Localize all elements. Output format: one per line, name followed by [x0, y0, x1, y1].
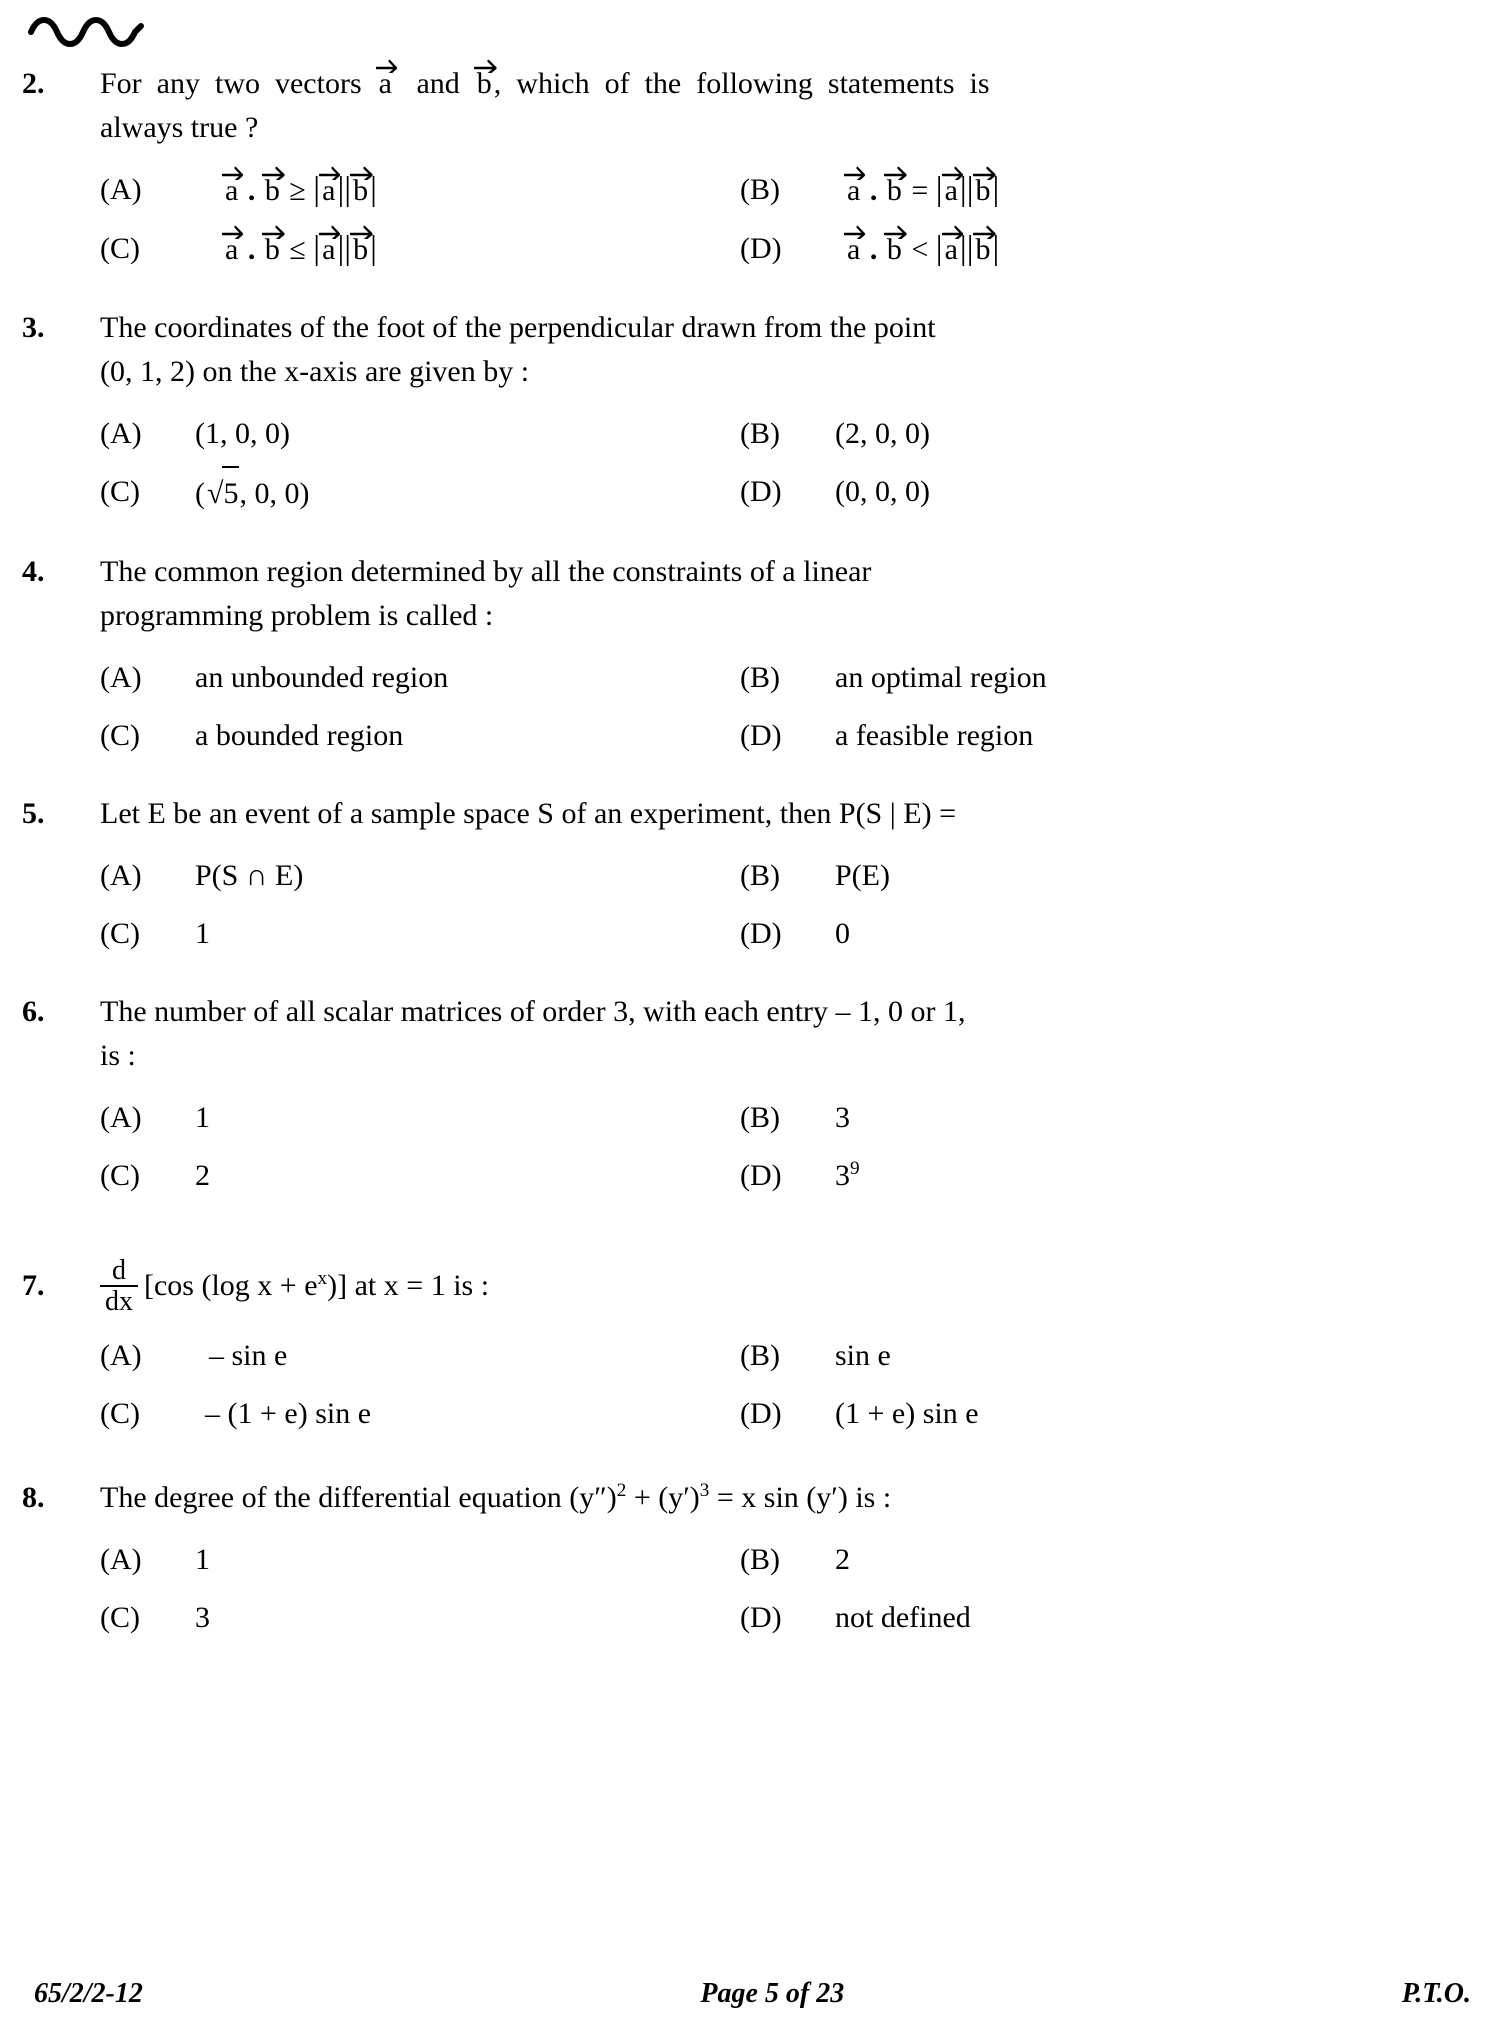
option-D[interactable] — [740, 710, 1395, 762]
option-D[interactable] — [740, 223, 1395, 276]
options-list — [100, 1092, 1395, 1202]
option-label: (D) — [740, 719, 782, 752]
exponent-1: 2 — [616, 1480, 627, 1501]
option-D[interactable] — [740, 1388, 1395, 1440]
option-label: (C) — [100, 917, 140, 950]
option-label: (D) — [740, 232, 782, 265]
question-stem — [100, 1476, 1395, 1520]
option-text: P(S ∩ E) — [195, 859, 304, 892]
option-A[interactable] — [100, 164, 740, 217]
question-number: 8. — [22, 1481, 45, 1514]
option-C[interactable] — [100, 1388, 740, 1440]
option-row — [100, 652, 1395, 704]
option-label: (C) — [100, 475, 140, 508]
radicand: 5 — [222, 466, 239, 520]
option-D[interactable] — [740, 1150, 1395, 1202]
option-B[interactable] — [740, 1092, 1395, 1144]
question-8 — [0, 1476, 1505, 1644]
options-list — [100, 1534, 1395, 1644]
option-label: (D) — [740, 917, 782, 950]
coords-rest: , 0, 0) — [239, 477, 310, 510]
option-text: – sin e — [209, 1339, 288, 1372]
question-stem-line2: always true ? — [100, 111, 259, 144]
option-B[interactable] — [740, 408, 1395, 460]
options-list — [100, 408, 1395, 520]
option-A[interactable] — [100, 1092, 740, 1144]
question-stem — [100, 990, 1395, 1078]
option-label: (C) — [100, 232, 140, 265]
pto-label: P.T.O. — [1401, 1978, 1471, 2009]
option-text: 1 — [195, 1101, 210, 1134]
option-A[interactable] — [100, 652, 740, 704]
option-row — [100, 466, 1395, 520]
option-text: a bounded region — [195, 719, 404, 752]
option-A[interactable] — [100, 1534, 740, 1586]
option-text: (1 + e) sin e — [835, 1397, 979, 1430]
question-stem: Let E be an event of a sample space S of an experiment, then P(S | E) = — [100, 797, 956, 830]
vector-a-glyph: a — [377, 62, 394, 106]
option-text: sin e — [835, 1339, 891, 1372]
option-text: 1 — [195, 917, 210, 950]
question-body — [100, 62, 1395, 276]
question-3 — [0, 306, 1505, 520]
question-number: 7. — [22, 1269, 45, 1302]
option-text: (0, 0, 0) — [835, 475, 930, 508]
option-C[interactable] — [100, 466, 740, 520]
option-D[interactable] — [740, 908, 1395, 960]
options-list — [100, 164, 1395, 276]
option-text: an optimal region — [835, 661, 1047, 694]
option-label: (A) — [100, 173, 142, 206]
option-row — [100, 710, 1395, 762]
option-label: (C) — [100, 1397, 140, 1430]
question-number: 2. — [22, 67, 45, 100]
question-stem-line1: The number of all scalar matrices of order 3, with each entry – 1, 0 or 1, — [100, 995, 966, 1028]
question-number: 3. — [22, 311, 45, 344]
question-5 — [0, 792, 1505, 960]
option-B[interactable] — [740, 1330, 1395, 1382]
option-label: (B) — [740, 1101, 780, 1134]
options-list — [100, 652, 1395, 762]
option-text: 3 — [835, 1101, 850, 1134]
option-label: (B) — [740, 417, 780, 450]
question-body — [100, 990, 1395, 1202]
option-text: P(E) — [835, 859, 890, 892]
stem-mid: + (y′) — [626, 1481, 700, 1514]
option-text: a . b = |a ||b | — [835, 164, 999, 217]
question-number: 4. — [22, 555, 45, 588]
option-label: (A) — [100, 661, 142, 694]
option-text: 0 — [835, 917, 850, 950]
question-body — [100, 1476, 1395, 1644]
option-row — [100, 1592, 1395, 1644]
paren-open: ( — [195, 477, 205, 510]
option-C[interactable] — [100, 223, 740, 276]
option-text: 2 — [835, 1543, 850, 1576]
option-label: (D) — [740, 1159, 782, 1192]
option-label: (C) — [100, 1601, 140, 1634]
question-7 — [0, 1246, 1505, 1440]
option-text: a feasible region — [835, 719, 1034, 752]
option-label: (C) — [100, 719, 140, 752]
option-text: an unbounded region — [195, 661, 449, 694]
option-label: (B) — [740, 173, 780, 206]
option-D[interactable] — [740, 1592, 1395, 1644]
option-C[interactable] — [100, 908, 740, 960]
option-text: not defined — [835, 1601, 971, 1634]
question-number: 5. — [22, 797, 45, 830]
expression-tail: )] at x = 1 is : — [327, 1269, 490, 1302]
option-text: (2, 0, 0) — [835, 417, 930, 450]
page-footer — [0, 1978, 1505, 2010]
option-label: (B) — [740, 1339, 780, 1372]
option-row — [100, 164, 1395, 217]
page-number: Page 5 of 23 — [700, 1978, 845, 2009]
option-label: (C) — [100, 1159, 140, 1192]
question-stem-line1: The coordinates of the foot of the perpendicular drawn from the point — [100, 311, 936, 344]
option-row — [100, 908, 1395, 960]
option-label: (D) — [740, 1601, 782, 1634]
expression-exponent: x — [317, 1268, 328, 1289]
question-stem-line2: is : — [100, 1039, 136, 1072]
relation-symbol: = — [911, 174, 929, 207]
option-label: (B) — [740, 859, 780, 892]
expression-head: [cos (log x + e — [144, 1269, 318, 1302]
option-label: (A) — [100, 859, 142, 892]
option-text: 2 — [195, 1159, 210, 1192]
question-body — [100, 550, 1395, 762]
question-stem — [100, 1246, 1395, 1326]
stem-prefix: The degree of the differential equation (y″) — [100, 1481, 617, 1514]
option-label: (A) — [100, 1543, 142, 1576]
option-label: (B) — [740, 661, 780, 694]
options-list — [100, 1330, 1395, 1440]
fraction-denominator: dx — [100, 1285, 138, 1316]
power-exponent: 9 — [850, 1158, 860, 1179]
option-A[interactable] — [100, 850, 740, 902]
option-text: 3 — [195, 1601, 210, 1634]
option-C[interactable] — [100, 1592, 740, 1644]
vector-b-glyph: b — [475, 62, 494, 106]
option-B[interactable] — [740, 1534, 1395, 1586]
option-label: (D) — [740, 1397, 782, 1430]
question-body — [100, 306, 1395, 520]
option-text: – (1 + e) sin e — [205, 1397, 372, 1430]
exponent-2: 3 — [699, 1480, 710, 1501]
squiggle-mark-icon — [28, 8, 148, 52]
question-6 — [0, 990, 1505, 1202]
question-2 — [0, 62, 1505, 276]
question-stem — [100, 550, 1395, 638]
stem-suffix: = x sin (y′) is : — [709, 1481, 892, 1514]
option-B[interactable] — [740, 850, 1395, 902]
relation-symbol: ≤ — [289, 233, 306, 266]
question-4 — [0, 550, 1505, 762]
option-label: (A) — [100, 1339, 142, 1372]
power-base: 3 — [835, 1159, 850, 1192]
option-label: (D) — [740, 475, 782, 508]
option-D[interactable] — [740, 466, 1395, 518]
question-stem: For any two vectors a and b , which of the following statements is always true ? — [100, 62, 1395, 150]
relation-symbol: ≥ — [289, 174, 306, 207]
question-body — [100, 1246, 1395, 1440]
question-stem-line2: (0, 1, 2) on the x-axis are given by : — [100, 355, 530, 388]
option-text: a . b ≥ |a ||b | — [195, 164, 377, 217]
option-text: (1, 0, 0) — [195, 417, 290, 450]
option-row — [100, 1092, 1395, 1144]
option-A[interactable] — [100, 1330, 740, 1382]
fraction-numerator: d — [112, 1254, 126, 1286]
option-text: a . b ≤ |a ||b | — [195, 223, 377, 276]
question-body — [100, 792, 1395, 960]
options-list — [100, 850, 1395, 960]
option-row — [100, 1330, 1395, 1382]
option-B[interactable] — [740, 164, 1395, 217]
relation-symbol: < — [911, 233, 929, 266]
option-row — [100, 408, 1395, 460]
questions-container — [0, 62, 1505, 1644]
option-text — [195, 466, 309, 520]
question-stem-line1: The common region determined by all the constraints of a linear — [100, 555, 872, 588]
option-row — [100, 1388, 1395, 1440]
option-C[interactable] — [100, 710, 740, 762]
sqrt-glyph: √5 — [205, 466, 239, 520]
option-text: a . b < |a ||b | — [835, 223, 999, 276]
derivative-fraction — [100, 1256, 138, 1317]
option-label: (A) — [100, 417, 142, 450]
paper-code: 65/2/2-12 — [34, 1978, 143, 2009]
option-B[interactable] — [740, 652, 1395, 704]
option-text: 1 — [195, 1543, 210, 1576]
option-text — [835, 1150, 860, 1202]
option-C[interactable] — [100, 1150, 740, 1202]
option-row — [100, 1534, 1395, 1586]
option-row — [100, 850, 1395, 902]
option-label: (B) — [740, 1543, 780, 1576]
question-number: 6. — [22, 995, 45, 1028]
option-row — [100, 223, 1395, 276]
option-A[interactable] — [100, 408, 740, 460]
option-label: (A) — [100, 1101, 142, 1134]
option-row — [100, 1150, 1395, 1202]
question-stem — [100, 306, 1395, 394]
question-stem-line2: programming problem is called : — [100, 599, 494, 632]
